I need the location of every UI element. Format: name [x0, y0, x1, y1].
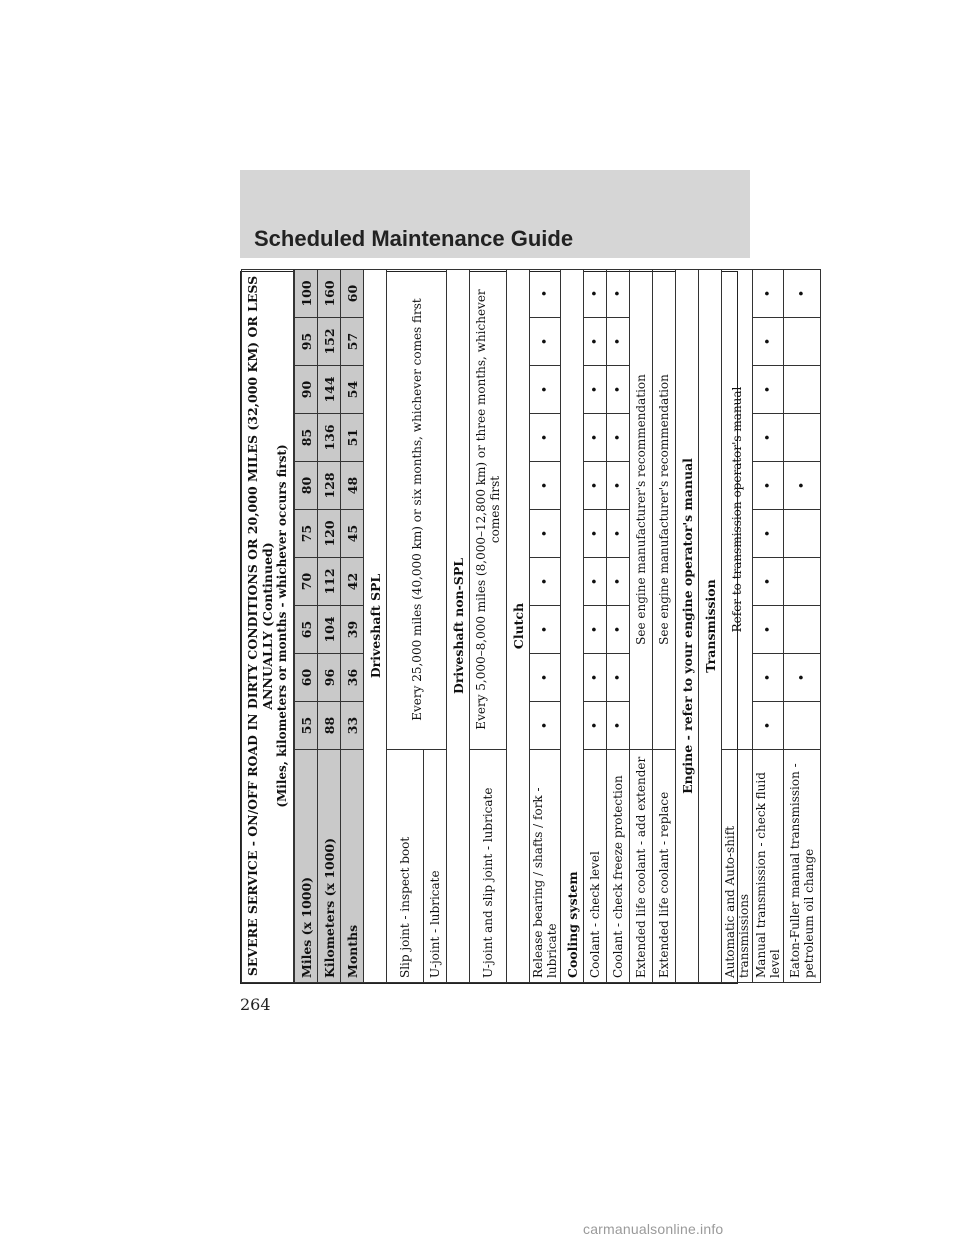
footer-watermark: carmanualsonline.info — [583, 1221, 724, 1237]
empty-cell — [784, 366, 821, 414]
rotated-table — [241, 272, 816, 983]
bullet-mark: • — [584, 414, 607, 462]
bullet-mark: • — [753, 462, 784, 510]
item-label: Automatic and Auto-shift transmissions — [722, 750, 753, 983]
header-cell: 90 — [294, 366, 318, 414]
bullet-mark: • — [753, 510, 784, 558]
maintenance-table-frame — [240, 271, 816, 984]
item-note: See engine manufacturer's recommendation — [630, 269, 653, 749]
header-cell: 104 — [318, 606, 341, 654]
bullet-mark: • — [607, 510, 630, 558]
empty-cell — [784, 702, 821, 750]
item-label: Extended life coolant - add extender — [630, 750, 653, 983]
header-cell: 65 — [294, 606, 318, 654]
header-cell: 60 — [341, 269, 364, 317]
bullet-mark: • — [784, 462, 821, 510]
header-cell: 80 — [294, 462, 318, 510]
bullet-mark: • — [530, 462, 561, 510]
bullet-mark: • — [607, 606, 630, 654]
bullet-mark: • — [753, 366, 784, 414]
bullet-mark: • — [530, 654, 561, 702]
section-cooling: Cooling system — [561, 269, 584, 982]
header-cell: 95 — [294, 318, 318, 366]
bullet-mark: • — [607, 318, 630, 366]
header-cell: 55 — [294, 702, 318, 750]
bullet-mark: • — [530, 606, 561, 654]
section-row — [676, 269, 699, 982]
header-cell: 85 — [294, 414, 318, 462]
empty-cell — [784, 558, 821, 606]
header-label: Miles (x 1000) — [294, 750, 318, 983]
bullet-mark: • — [607, 462, 630, 510]
bullet-mark: • — [784, 654, 821, 702]
header-cell: 88 — [318, 702, 341, 750]
table-row — [630, 269, 653, 982]
item-note: See engine manufacturer's recommendation — [653, 269, 676, 749]
item-label: Manual transmission - check fluid level — [753, 750, 784, 983]
bullet-mark: • — [530, 702, 561, 750]
header-label: Months — [341, 750, 364, 983]
item-label: Release bearing / shafts / fork - lubricate — [530, 750, 561, 983]
maintenance-table — [241, 269, 821, 983]
bullet-mark: • — [584, 366, 607, 414]
bullet-mark: • — [607, 702, 630, 750]
bullet-mark: • — [753, 318, 784, 366]
item-label: Extended life coolant - replace — [653, 750, 676, 983]
section-driveshaft-spl: Driveshaft SPL — [364, 269, 387, 982]
bullet-mark: • — [584, 510, 607, 558]
header-cell: 152 — [318, 318, 341, 366]
bullet-mark: • — [584, 654, 607, 702]
section-transmission: Transmission — [699, 269, 722, 982]
item-label: Coolant - check level — [584, 750, 607, 983]
bullet-mark: • — [607, 414, 630, 462]
header-cell: 75 — [294, 510, 318, 558]
bullet-mark: • — [753, 414, 784, 462]
bullet-mark: • — [753, 558, 784, 606]
header-cell: 48 — [341, 462, 364, 510]
item-label: Slip joint - inspect boot — [387, 750, 424, 983]
header-cell: 70 — [294, 558, 318, 606]
bullet-mark: • — [584, 702, 607, 750]
header-cell: 36 — [341, 654, 364, 702]
bullet-mark: • — [753, 606, 784, 654]
header-cell: 57 — [341, 318, 364, 366]
empty-cell — [784, 318, 821, 366]
section-row — [447, 269, 470, 982]
section-row — [699, 269, 722, 982]
header-cell: 120 — [318, 510, 341, 558]
header-cell: 100 — [294, 269, 318, 317]
header-row-months — [341, 269, 364, 982]
empty-cell — [784, 606, 821, 654]
bullet-mark: • — [607, 366, 630, 414]
bullet-mark: • — [530, 366, 561, 414]
item-note: Every 25,000 miles (40,000 km) or six months, whichever comes first — [387, 269, 447, 749]
page-number: 264 — [240, 995, 271, 1014]
section-row — [507, 269, 530, 982]
header-cell: 96 — [318, 654, 341, 702]
section-row — [561, 269, 584, 982]
header-cell: 112 — [318, 558, 341, 606]
header-label: Kilometers (x 1000) — [318, 750, 341, 983]
table-row — [607, 269, 630, 982]
header-cell: 51 — [341, 414, 364, 462]
item-label: U-joint - lubricate — [424, 750, 447, 983]
bullet-mark: • — [607, 558, 630, 606]
header-cell: 128 — [318, 462, 341, 510]
table-title — [242, 269, 295, 982]
section-engine: Engine - refer to your engine operator's manual — [676, 269, 699, 982]
bullet-mark: • — [530, 558, 561, 606]
bullet-mark: • — [584, 462, 607, 510]
bullet-mark: • — [584, 606, 607, 654]
table-row — [470, 269, 507, 982]
bullet-mark: • — [530, 318, 561, 366]
header-cell: 144 — [318, 366, 341, 414]
item-note: Refer to transmission operator's manual — [722, 269, 753, 749]
section-driveshaft-non-spl: Driveshaft non-SPL — [447, 269, 470, 982]
header-cell: 42 — [341, 558, 364, 606]
item-label: Eaton-Fuller manual transmission - petroleum oil change — [784, 750, 821, 983]
page-title: Scheduled Maintenance Guide — [254, 226, 574, 251]
table-title-line2: ANNUALLY (Continued) — [260, 542, 275, 710]
header-cell: 136 — [318, 414, 341, 462]
header-row-kilometers — [318, 269, 341, 982]
table-row — [722, 269, 753, 982]
item-label: Coolant - check freeze protection — [607, 750, 630, 983]
table-title-row — [242, 269, 295, 982]
bullet-mark: • — [607, 269, 630, 317]
item-label: U-joint and slip joint - lubricate — [470, 750, 507, 983]
section-row — [364, 269, 387, 982]
empty-cell — [784, 414, 821, 462]
header-cell: 33 — [341, 702, 364, 750]
bullet-mark: • — [530, 414, 561, 462]
bullet-mark: • — [607, 654, 630, 702]
header-row-miles — [294, 269, 318, 982]
header-cell: 45 — [341, 510, 364, 558]
bullet-mark: • — [530, 269, 561, 317]
table-row — [753, 269, 784, 982]
table-row — [387, 269, 424, 982]
bullet-mark: • — [584, 558, 607, 606]
bullet-mark: • — [753, 269, 784, 317]
table-row — [584, 269, 607, 982]
bullet-mark: • — [530, 510, 561, 558]
bullet-mark: • — [584, 269, 607, 317]
item-note: Every 5,000–8,000 miles (8,000–12,800 km) or three months, whichever comes first — [470, 269, 507, 749]
bullet-mark: • — [784, 269, 821, 317]
header-cell: 60 — [294, 654, 318, 702]
header-cell: 160 — [318, 269, 341, 317]
bullet-mark: • — [753, 654, 784, 702]
bullet-mark: • — [753, 702, 784, 750]
table-title-line3: (Miles, kilometers or months - whichever occurs first) — [275, 444, 289, 808]
table-row — [784, 269, 821, 982]
header-cell: 39 — [341, 606, 364, 654]
bullet-mark: • — [584, 318, 607, 366]
empty-cell — [784, 510, 821, 558]
header-cell: 54 — [341, 366, 364, 414]
section-clutch: Clutch — [507, 269, 530, 982]
table-row — [530, 269, 561, 982]
table-title-line1: SEVERE SERVICE - ON/OFF ROAD IN DIRTY CONDITIONS OR 20,000 MILES (32,000 KM) OR LESS — [245, 275, 260, 977]
table-row — [653, 269, 676, 982]
